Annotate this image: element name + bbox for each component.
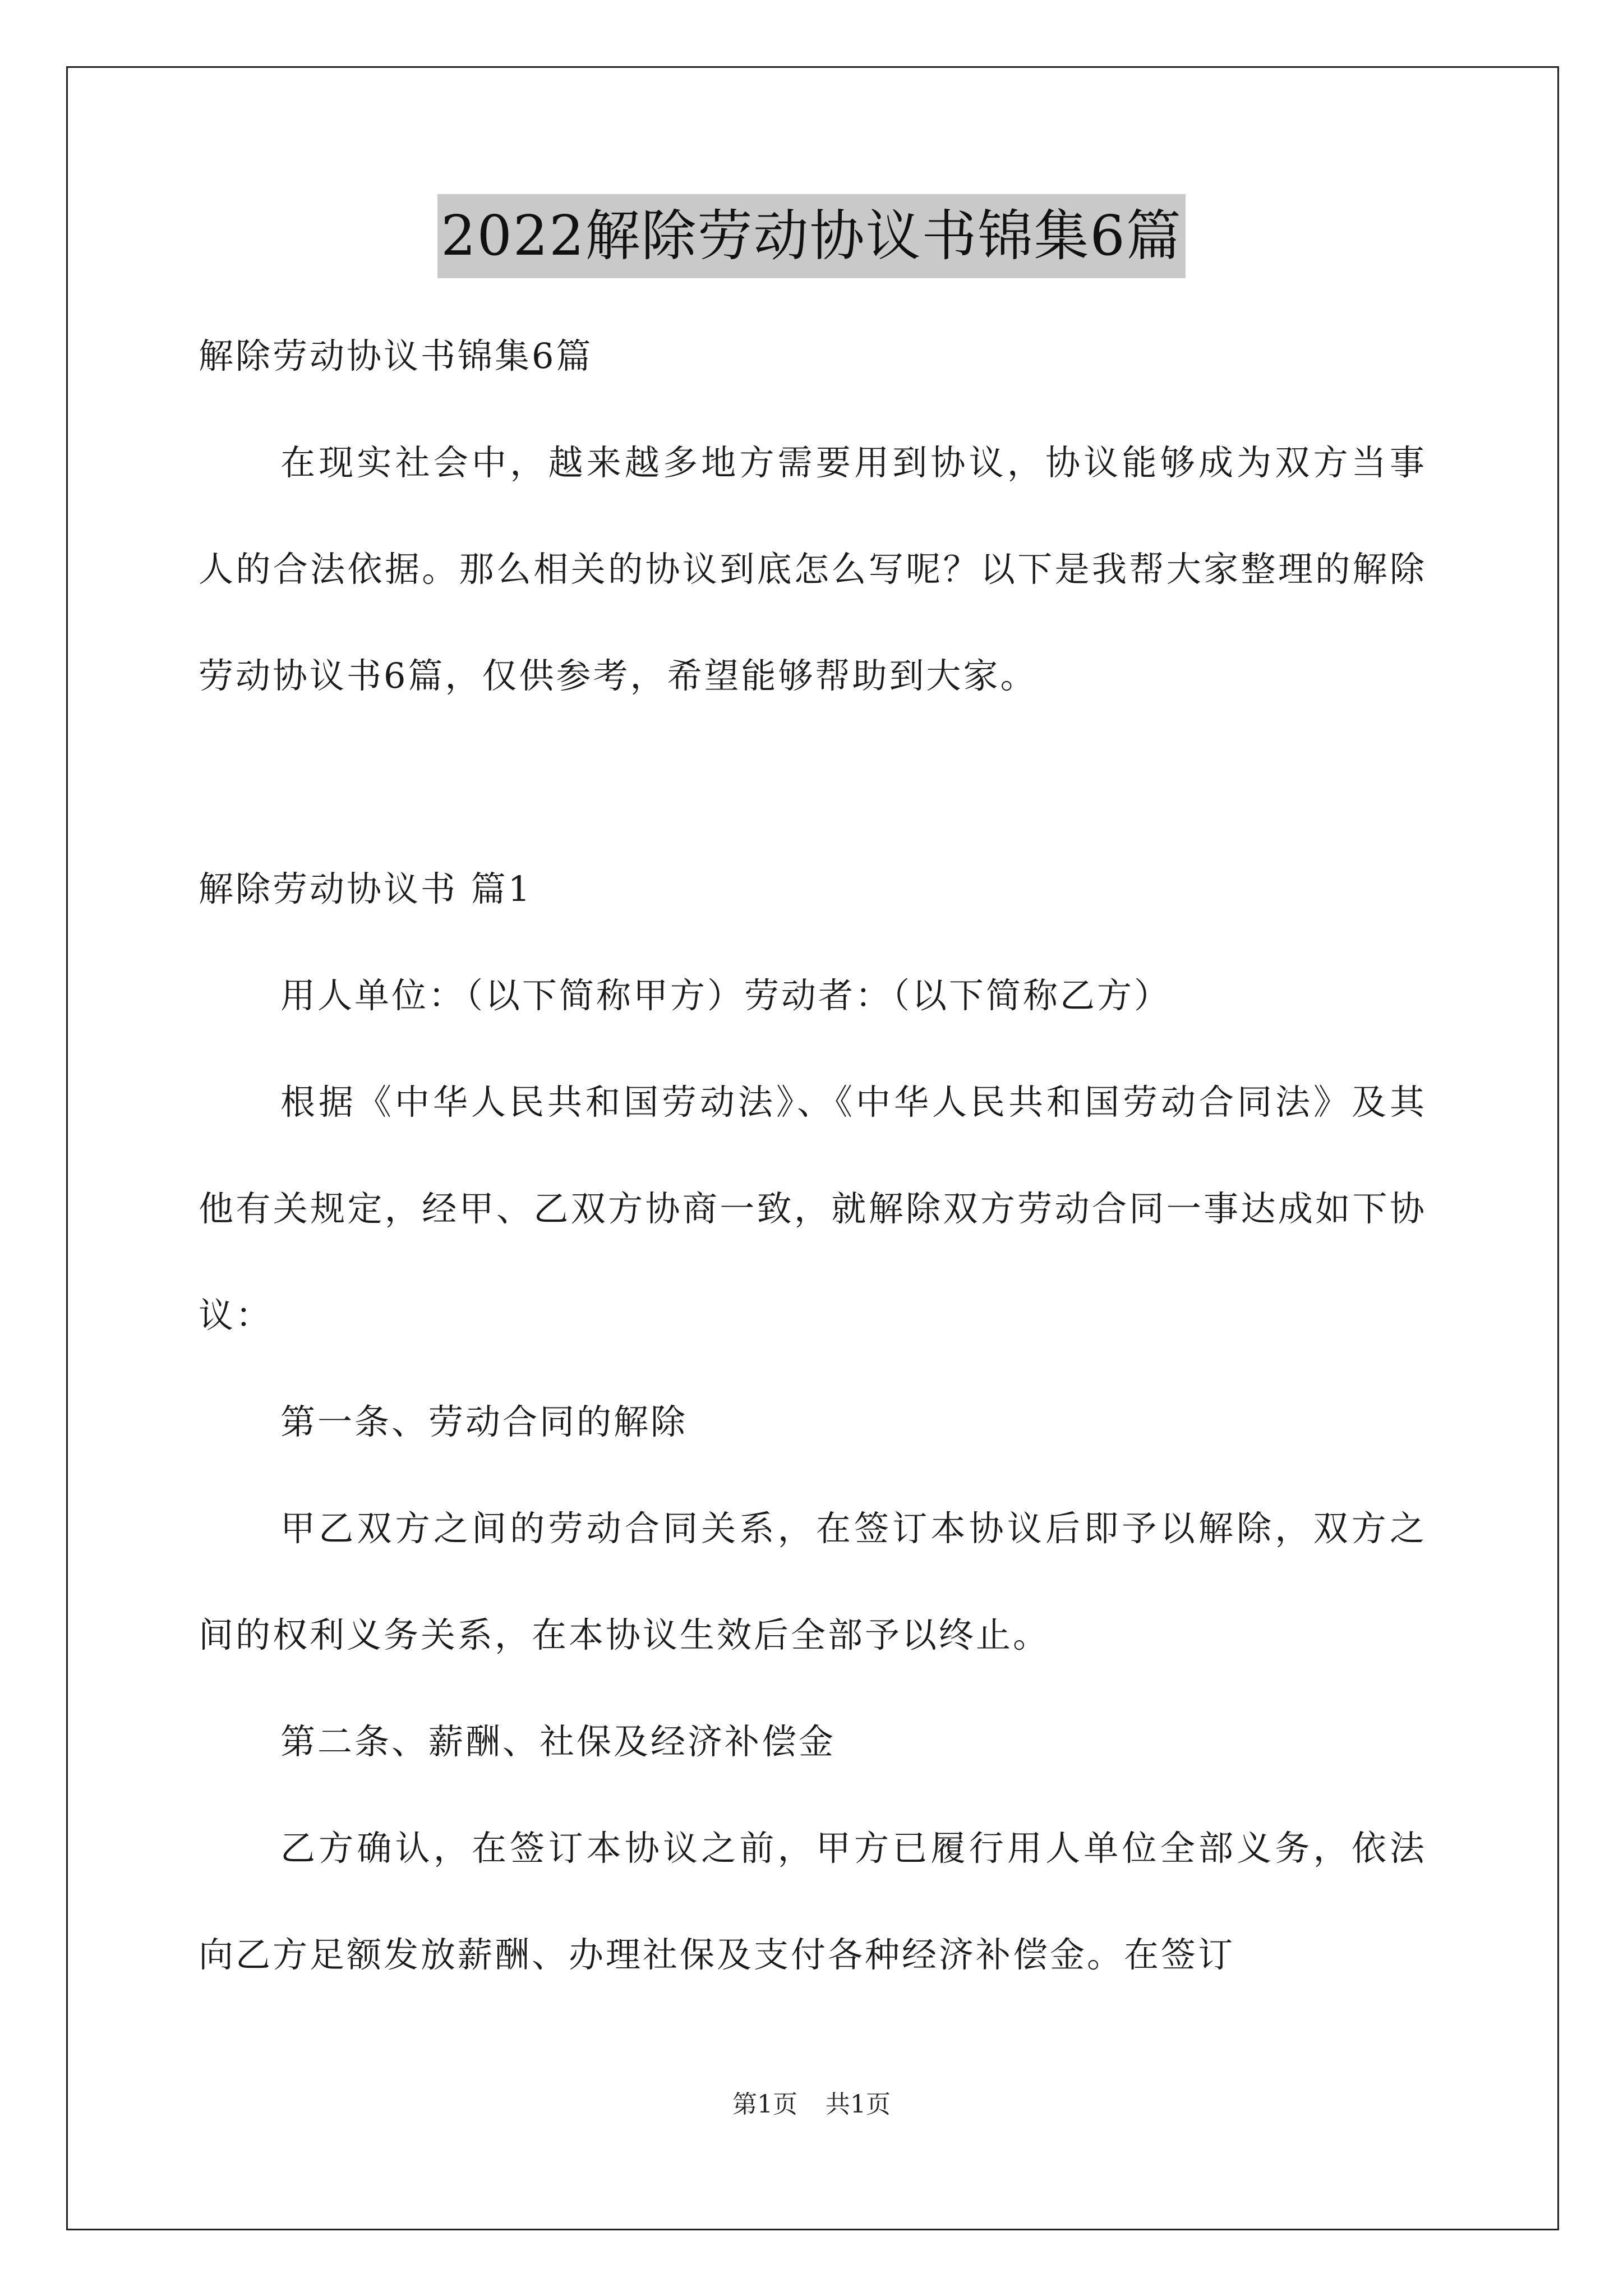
intro-paragraph: 在现实社会中，越来越多地方需要用到协议，协议能够成为双方当事人的合法依据。那么相关的协议到底怎么写呢？以下是我帮大家整理的解除劳动协议书6篇，仅供参考，希望能够帮助到大家。 <box>199 442 1427 696</box>
document-body <box>199 303 1427 2008</box>
article1-title: 第一条、劳动合同的解除 <box>280 1401 688 1442</box>
page-number-total: 共1页 <box>826 2090 891 2119</box>
title-container <box>0 194 1623 278</box>
article2-body: 乙方确认，在签订本协议之前，甲方已履行用人单位全部义务，依法向乙方足额发放薪酬、办理社保及支付各种经济补偿金。在签订 <box>199 1828 1427 1975</box>
basis-paragraph: 根据《中华人民共和国劳动法》、《中华人民共和国劳动合同法》及其他有关规定，经甲、乙双方协商一致，就解除双方劳动合同一事达成如下协议： <box>199 1082 1427 1336</box>
article2-title: 第二条、薪酬、社保及经济补偿金 <box>280 1721 836 1762</box>
page-number-current: 第1页 <box>732 2090 797 2119</box>
page-footer <box>0 2088 1623 2122</box>
document-title: 2022解除劳动协议书锦集6篇 <box>437 194 1186 278</box>
parties-paragraph: 用人单位：（以下简称甲方）劳动者：（以下简称乙方） <box>280 975 1172 1016</box>
subtitle: 解除劳动协议书锦集6篇 <box>199 335 593 376</box>
section-heading: 解除劳动协议书 篇1 <box>199 868 533 909</box>
article1-body: 甲乙双方之间的劳动合同关系，在签订本协议后即予以解除，双方之间的权利义务关系，在本协议生效后全部予以终止。 <box>199 1508 1427 1655</box>
